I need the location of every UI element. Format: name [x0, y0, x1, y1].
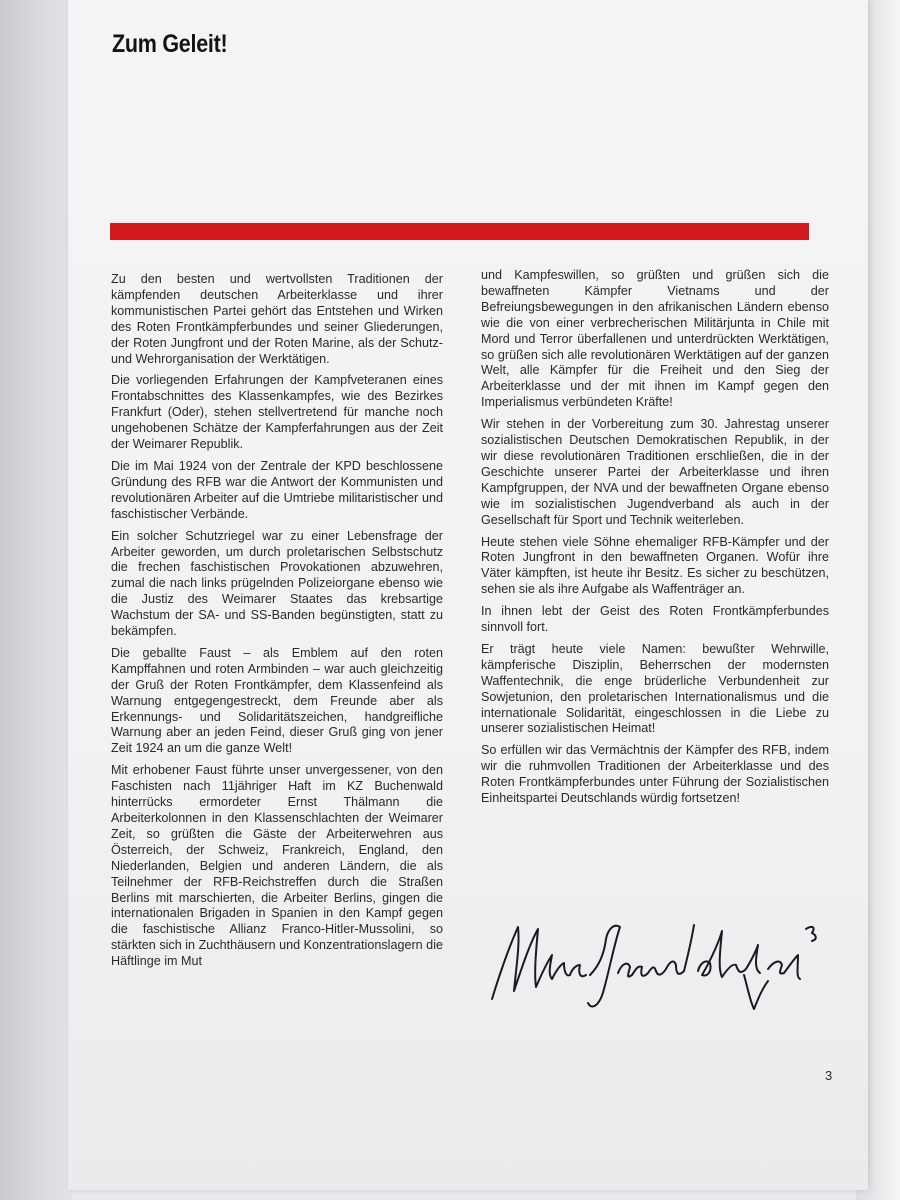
- page-number: 3: [825, 1068, 833, 1083]
- paragraph: Wir stehen in der Vorbereitung zum 30. Jahrestag unserer sozialistischen Deutschen Demokratischen Republik, in der wir diese revolutionären Traditionen erschließen, die in der Geschichte unserer Partei der Arbeiterklasse und ihren Kampfgruppen, der NVA und der bewaffneten Organe ebenso wie im sozialistischen Jugendverband als auch in der Gesellschaft für Sport und Technik weiterleben.: [481, 417, 829, 527]
- paragraph: Ein solcher Schutzriegel war zu einer Lebensfrage der Arbeiter geworden, um durch proletarischen Selbstschutz die frechen faschistischen Provokationen abzuwehren, zumal die nach links prügelnden Polizeiorgane ebenso wie die Justiz des Weimarer Staates das krebsartige Wachstum der SA- und SS-Banden begünstigten, statt zu bekämpfen.: [111, 528, 443, 639]
- binding-shadow: [0, 0, 72, 1200]
- paragraph: Mit erhobener Faust führte unser unvergessener, von den Faschisten nach 11jähriger Haft im KZ Buchenwald hinterrücks ermordeter Ernst Thälmann die Arbeiterkolonnen in den Klassenschlachten der Weimarer Zeit, so grüßten die Gäste der Arbeiterwehren aus Österreich, der Schweiz, Frankreich, England, den Niederlanden, Belgien und anderen Ländern, die als Teilnehmer der RFB-Reichstreffen durch die Straßen Berlins mit marschierten, die Arbeiter Berlins, gingen die internationalen Brigaden in Spanien in den Kampf gegen die faschistische Allianz Franco-Hitler-Mussolini, so stärkten sich in Zuchthäusern und Konzentrationslagern die Häftlinge im Mut: [111, 763, 443, 969]
- paragraph: So erfüllen wir das Vermächtnis der Kämpfer des RFB, indem wir die ruhmvollen Traditionen der Arbeiterklasse und des Roten Frontkämpferbundes unter Führung der Sozialistischen Einheitspartei Deutschlands würdig fortsetzen!: [481, 743, 829, 806]
- paragraph: Die vorliegenden Erfahrungen der Kampfveteranen eines Frontabschnittes des Klassenkampfes, wie des Bezirkes Frankfurt (Oder), stehen stellvertretend für manche noch ungehobenen Schätze der Kampferfahrungen aus der Zeit der Weimarer Republik.: [111, 373, 443, 452]
- paragraph: und Kampfeswillen, so grüßten und grüßen sich die bewaffneten Kämpfer Vietnams und der Befreiungsbewegungen in den afrikanischen Ländern ebenso wie die von einer verbrecherischen Militärjunta in Chile mit Mord und Terror überfallenen und unterdrückten Werktätigen, so grüßen sich alle revolutionären Werktätigen auf der ganzen Welt, alle Kämpfer für die Freiheit und den Sieg der Arbeiterklasse und der mit ihnen im Kampf gegen den Imperialismus verbündeten Kräfte!: [481, 268, 829, 410]
- paragraph: Er trägt heute viele Namen: bewußter Wehrwille, kämpferische Disziplin, Beherrschen der modernsten Waffentechnik, die enge brüderliche Verbundenheit zur Sowjetunion, den proletarischen Internationalismus und die internationale Solidarität, eingeschlossen in die Liebe zu unserer sozialistischen Heimat!: [481, 641, 829, 736]
- paragraph: Zu den besten und wertvollsten Traditionen der kämpfenden deutschen Arbeiterklasse und ihrer kommunistischen Partei gehört das Entstehen und Wirken des Roten Frontkämpferbundes und seiner Gliederungen, der Roten Jungfront und der Roten Marine, als der Schutz- und Wehrorganisation der Werktätigen.: [111, 272, 443, 366]
- paragraph: Die im Mai 1924 von der Zentrale der KPD beschlossene Gründung des RFB war die Antwort der Kommunisten und revolutionären Arbeiter auf die Umtriebe militaristischer und faschistischer Verbände.: [111, 458, 443, 521]
- left-text-column: [111, 272, 443, 976]
- right-text-column: [481, 268, 829, 813]
- red-divider-bar: [110, 223, 809, 240]
- page-title: Zum Geleit!: [112, 30, 228, 58]
- paragraph: Heute stehen viele Söhne ehemaliger RFB-Kämpfer und der Roten Jungfront in den bewaffneten Organen. Wofür ihre Väter kämpften, ist heute ihr Besitz. Es sicher zu beschützen, sehen sie als ihre Aufgabe als Waffenträger an.: [481, 534, 829, 597]
- handwritten-signature-icon: [486, 915, 831, 1015]
- paragraph: In ihnen lebt der Geist des Roten Frontkämpferbundes sinnvoll fort.: [481, 604, 829, 635]
- paragraph: Die geballte Faust – als Emblem auf den roten Kampffahnen und roten Armbinden – war auch gleichzeitig der Gruß der Roten Frontkämpfer, dem Klassenfeind als Warnung entgegengestreckt, dem Freunde aber als Erkennungs- und Solidaritätszeichen, handgreifliche Warnung aber an jeden Feind, dieser Gruß ging von jener Zeit 1924 an um die ganze Welt!: [111, 645, 443, 756]
